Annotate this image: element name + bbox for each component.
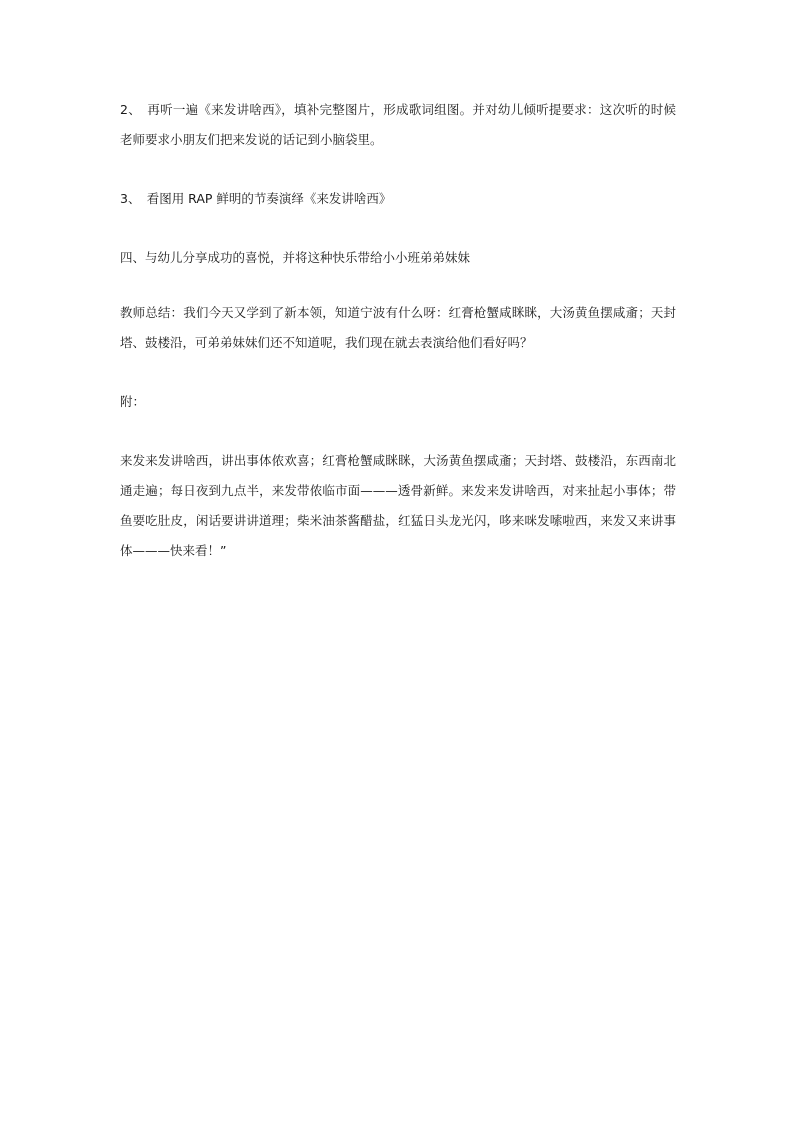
- song-lyrics-paragraph: 来发来发讲啥西，讲出事体侬欢喜；红膏枪蟹咸眯眯，大汤黄鱼摆咸齑；天封塔、鼓楼沿，东西南北通走遍；每日夜到九点半，来发带侬临市面———透骨新鲜。来发来发讲啥西，对来扯起小事体；带鱼要吃肚皮，闲话要讲讲道理；柴米油茶酱醋盐，红猛日头龙光闪，哆来咪发嗦啦西，来发又来讲事体———快来看！”: [120, 453, 676, 558]
- section-4-heading: 四、与幼儿分享成功的喜悦，并将这种快乐带给小小班弟弟妹妹: [120, 250, 471, 265]
- step-3-paragraph: 3、 看图用 RAP 鲜明的节奏演绎《来发讲啥西》: [120, 191, 392, 206]
- appendix-label: 附：: [120, 394, 146, 409]
- step-2-paragraph: 2、 再听一遍《来发讲啥西》，填补完整图片，形成歌词组图。并对幼儿倾听提要求：这次听的时候老师要求小朋友们把来发说的话记到小脑袋里。: [120, 102, 676, 147]
- teacher-summary-paragraph: 教师总结：我们今天又学到了新本领，知道宁波有什么呀：红膏枪蟹咸眯眯，大汤黄鱼摆咸齑；天封塔、鼓楼沿，可弟弟妹妹们还不知道呢，我们现在就去表演给他们看好吗？: [120, 305, 676, 350]
